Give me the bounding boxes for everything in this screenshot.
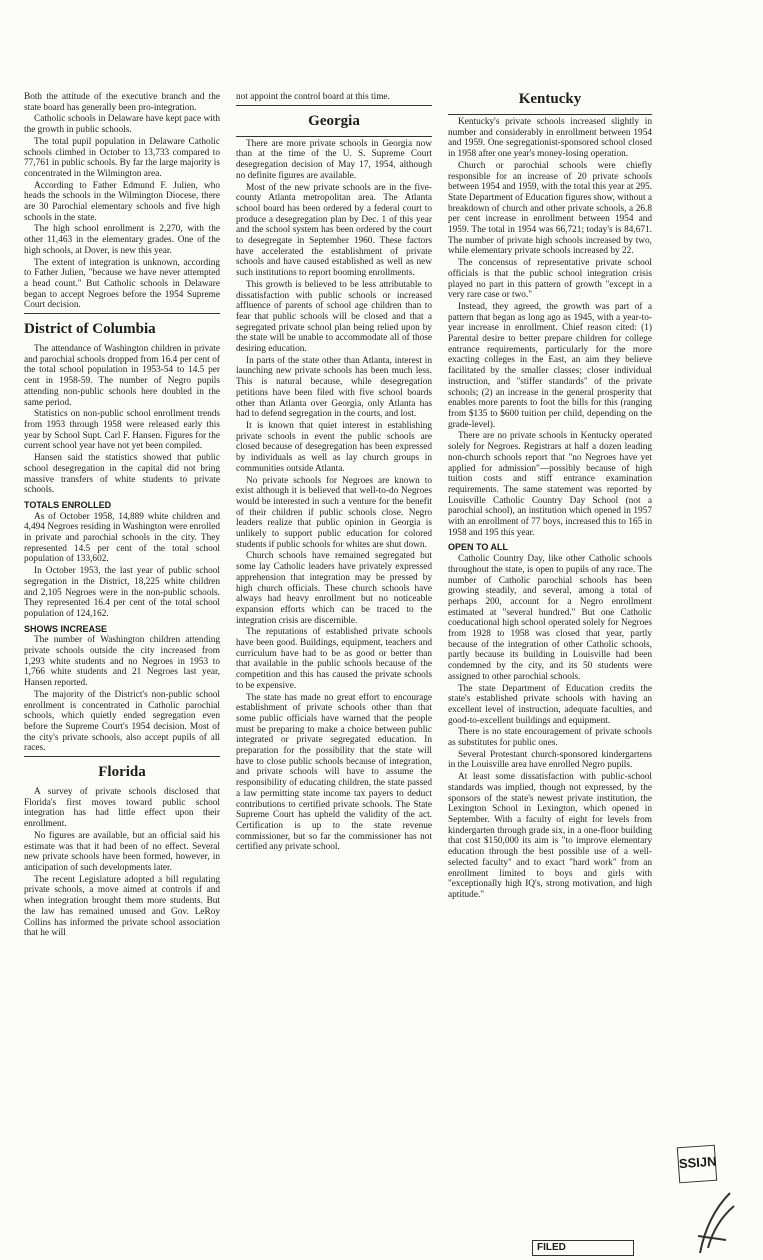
paragraph: In parts of the state other than Atlanta, interest in launching new private schools has been much less. This is natural because, while desegregation petitions have been filed with five school boards other than Atlanta over Georgia, only Atlanta has had to defend segregation in the courts, and lost. (236, 355, 432, 420)
paragraph: At least some dissatisfaction with public-school standards was implied, though not expressed, by the sponsors of the state's newest private institution, the Lexington School in Lexington, which opened in September. With a faculty of eight for levels from kindergarten through grade six, in a one-floor building that cost $150,000 its aim is "to improve elementary education through the best possible use of a well-selected faculty" and to exact "hard work" from an enrollment limited to boys and girls with "exceptionally high IQ's, strong motivation, and high aptitude." (448, 772, 652, 900)
paragraph: This growth is believed to be less attributable to dissatisfaction with public schools or increased affluence of parents of school age children than to fear that public schools will be closed and that a segregated private school plan being relied upon by the state will be unable to accommodate all of those desiring education. (236, 279, 432, 355)
paragraph: Church schools have remained segregated but some lay Catholic leaders have privately expressed apprehension that integration may be pressed by high church officials. These church schools have always had heavy enrollment but no noticeable expansion efforts which can be traced to the integration crisis are discernible. (236, 551, 432, 626)
paragraph: Statistics on non-public school enrollment trends from 1953 through 1958 were released early this year by School Supt. Carl F. Hansen. Figures for the current school year have not yet been compiled. (24, 409, 220, 452)
paragraph: Catholic schools in Delaware have kept pace with the growth in public schools. (24, 114, 220, 136)
paragraph: Instead, they agreed, the growth was part of a pattern that began as long ago as 1945, with a year-to-year increase in enrollment. Chief reason cited: (1) Parental desire to better prepare children for college entrance requirements, particularly for the more exacting colleges in the East, an aim they believe facilitated by the smaller classes; closer individual instruction, and "stiffer standards" of the private schools; (2) an increase in the general prosperity that enables more parents to foot the bills for this (ranging from $135 to $600 tuition per child, depending on the grade-level). (448, 301, 652, 430)
column-3 (448, 84, 652, 902)
paragraph: Both the attitude of the executive branch and the state board has generally been pro-integration. (24, 92, 220, 113)
dc-text (24, 344, 220, 496)
paragraph: Several Protestant church-sponsored kindergartens in the Louisville area have enrolled Negro pupils. (448, 749, 652, 771)
divider (448, 114, 652, 115)
paragraph: The number of Washington children attending private schools outside the city increased from 1,293 white students and no Negroes in 1953 to 1,766 white students and 21 Negroes last year, Hansen reported. (24, 635, 220, 689)
paragraph: The total pupil population in Delaware Catholic schools climbed in October to 13,733 compared to 77,761 in public schools. By far the large majority is concentrated in the Wilmington area. (24, 136, 220, 179)
paragraph: The extent of integration is unknown, according to Father Julien, "because we have never attempted a head count." But Catholic schools in Delaware began to accept Negroes before the 1954 Supreme Court decision. (24, 257, 220, 311)
heading-kentucky: Kentucky (518, 91, 582, 107)
paragraph: There are no private schools in Kentucky operated solely for Negroes. Registrars at half a dozen leading non-church schools report that "no Negroes have yet applied for admission"—possibly because of high tuition costs and stiff entrance examination requirements. The same statement was reported by Louisville Catholic Country Day School (not a parochial school), an institution which opened in 1957 with an enrollment of 77 boys, increased this to 165 in 1958 and 195 this year. (448, 431, 652, 538)
heading-georgia: Georgia (308, 112, 360, 129)
filed-label: FILED (532, 1240, 634, 1256)
totals-text (24, 512, 220, 620)
paragraph: The state Department of Education credits the state's established private schools with having an excellent level of instruction, adequate faculties, and good-to-excellent buildings and equipment. (448, 683, 652, 726)
column-1 (24, 92, 220, 940)
continuation-text: not appoint the control board at this time. (236, 92, 390, 102)
paragraph: No private schools for Negroes are known to exist although it is believed that well-to-do Negroes would be interested in such a venture for the benefit of their children if public schools close. Negro leaders realize that public opinion in Georgia is unlikely to support public education for colored students if public schools for whites are shut down. (236, 475, 432, 550)
subheading-shows-increase: SHOWS INCREASE (24, 623, 108, 634)
subheading-totals-enrolled: TOTALS ENROLLED (24, 499, 112, 510)
paragraph: A survey of private schools disclosed that Florida's first moves toward public school integration has had little effect upon their enrollment. (24, 787, 220, 830)
paragraph: As of October 1958, 14,889 white children and 4,494 Negroes residing in Washington were enrolled in private and parochial schools in the city. They represented 14.5 per cent of the total school population of 133,602. (24, 511, 220, 565)
paragraph: The state has made no great effort to encourage establishment of private schools other than that some public officials have warned that the people must be preparing to make a choice between public integrated or private segregated education. In preparation for the possibility that the state will have to close public schools because of integration, and private schools will have to assume the responsibility of educating children, the state passed a law permitting state income tax payers to deduct contributions to certified private schools. The State Supreme Court has upheld the validity of the act. Certification is up to the state revenue commissioner, but so far the commissioner has not certified any private school. (236, 692, 432, 853)
paragraph: The high school enrollment is 2,270, with the other 11,463 in the elementary grades. One of the high schools, at Dover, is new this year. (24, 224, 220, 256)
divider (236, 136, 432, 137)
paragraph: It is known that quiet interest in establishing private schools in event the public schools are closed because of desegregation has been expressed by individuals as well as lay church groups in communities outside Atlanta. (236, 420, 432, 474)
column-2 (236, 92, 432, 854)
paragraph: No figures are available, but an official said his estimate was that it had been of no effect. Several new private schools have been formed, however, in anticipation of such developments later. (24, 830, 220, 873)
paragraph: The concensus of representative private school officials is that the public school integration crisis played no part in this pattern of growth "except in a very rare case or two." (448, 258, 652, 301)
paragraph: The recent Legislature adopted a bill regulating private schools, a move aimed at controls if and when integration brought them more students. But the law has remained unused and Gov. LeRoy Collins has informed the private school association that he will (24, 874, 220, 939)
ink-stamp: SSIJN (677, 1145, 717, 1184)
subheading-open-to-all: OPEN TO ALL (448, 542, 509, 553)
paragraph: The majority of the District's non-public school enrollment is concentrated in Catholic parochial schools, which quietly ended segregation even before the Supreme Court's 1954 decision. Most of the city's private schools, also accept pupils of all races. (24, 689, 220, 754)
paragraph: Most of the new private schools are in the five-county Atlanta metropolitan area. The Atlanta school board has been ordered by a federal court to produce a desegregation plan by Dec. 1 of this year and the school system has been ordered by the court to desegregate in September 1960. These factors have accelerated the establishment of private schools and have caused established as well as new such institutions to report booming enrollments. (236, 182, 432, 279)
paragraph: There is no state encouragement of private schools as substitutes for public ones. (448, 727, 652, 749)
paragraph: Catholic Country Day, like other Catholic schools throughout the state, is open to pupils of any race. The number of Catholic parochial schools has been growing steadily, and several, among a total of perhaps 200, account for a Negro enrollment estimated at "several hundred." But one Catholic coeducational high school operated solely for Negroes from 1928 to 1958 was closed that year, partly because of the integration of other Catholic schools, partly because its building in Louisville had been condemned by the city, and its 50 students were assigned to other parochial schools. (448, 554, 652, 682)
handwritten-scrawl-icon (690, 1188, 740, 1258)
open-to-all-text (448, 554, 652, 901)
paragraph: The reputations of established private schools have been good. Buildings, equipment, teachers and curriculum have had to be as good or better than that available in the public schools because of the competition and this has caused the private schools to be expensive. (236, 627, 432, 691)
paragraph: The attendance of Washington children in private and parochial schools dropped from 16.4 per cent of the total school population in 1953-54 to 14.5 per cent in 1958-59. The number of Negro pupils attending non-public schools here doubled in the same period. (24, 344, 220, 408)
delaware-text (24, 92, 220, 311)
florida-text (24, 787, 220, 939)
paragraph: Church or parochial schools were chiefly responsible for an increase of 20 private schools between 1954 and 1959, with the total this year at 295. State Department of Education figures show, without a breakdown of church and other private schools, a 26.8 per cent increase in enrollment between 1954 and 1959. The total in 1954 was 66,721; today's is 84,671. The number of private high schools increased by two, while elementary private schools increased by 22. (448, 160, 652, 257)
divider (24, 756, 220, 757)
paragraph: Kentucky's private schools increased slightly in number and considerably in enrollment between 1954 and 1959. One segregationist-sponsored school closed in 1958 after one year's money-losing operation. (448, 117, 652, 160)
georgia-text (236, 139, 432, 853)
paragraph: Hansen said the statistics showed that public school desegregation in the capital did not bring massive transfers of white students to private schools. (24, 453, 220, 496)
kentucky-text (448, 117, 652, 538)
divider (24, 313, 220, 314)
paragraph: In October 1953, the last year of public school segregation in the District, 18,225 white children and 2,105 Negroes were in the non-public schools. They represented 16.4 per cent of the total school population of 124,162. (24, 566, 220, 619)
paragraph: According to Father Edmund F. Julien, who heads the schools in the Wilmington Diocese, there are 30 Parochial elementary schools and five high schools in the state. (24, 180, 220, 223)
paragraph: There are more private schools in Georgia now than at the time of the U. S. Supreme Court desegregation decision of May 17, 1954, although no definite figures are available. (236, 138, 432, 181)
increase-text (24, 635, 220, 754)
heading-florida: Florida (98, 764, 146, 781)
heading-district-of-columbia: District of Columbia (24, 321, 156, 338)
divider (236, 105, 432, 106)
